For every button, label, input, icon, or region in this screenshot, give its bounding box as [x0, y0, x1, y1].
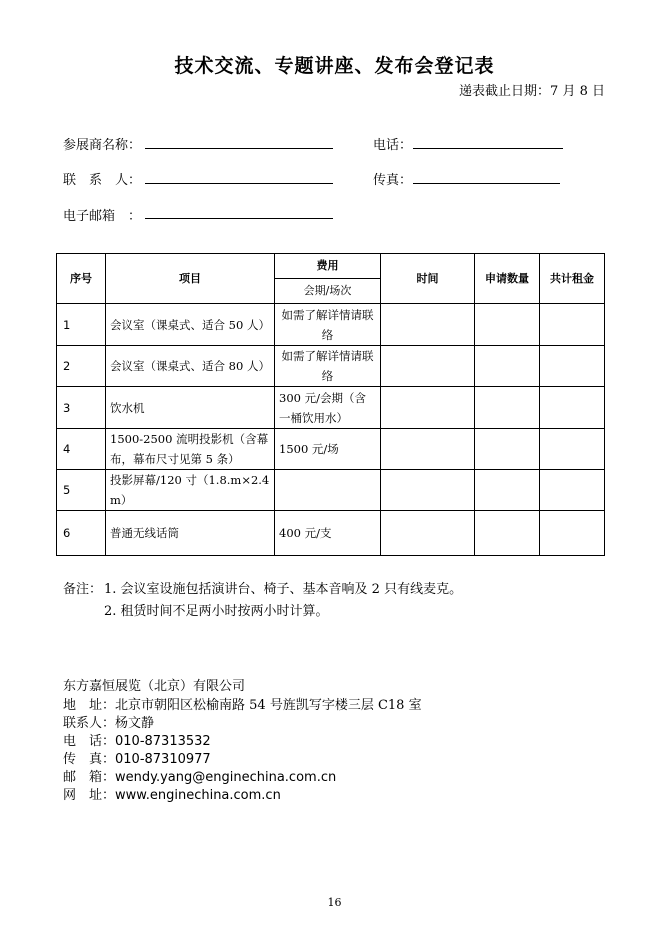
header-item: 项目 [106, 254, 275, 304]
row-no: 5 [57, 470, 106, 511]
email-label: 电子邮箱 ： [63, 209, 142, 224]
registration-table [56, 253, 605, 556]
row-total-cell[interactable] [540, 470, 605, 511]
contact-phone-value: 010-87313532 [115, 734, 211, 749]
phone-line [63, 730, 211, 749]
header-fee-sub: 会期/场次 [275, 279, 381, 304]
page-number: 16 [327, 896, 342, 909]
table-row [57, 304, 605, 346]
row-total-cell[interactable] [540, 304, 605, 346]
row-item: 饮水机 [106, 387, 275, 429]
row-quantity-cell[interactable] [475, 346, 540, 387]
row-time-cell[interactable] [381, 511, 475, 556]
table-row [57, 511, 605, 556]
row-total-cell[interactable] [540, 346, 605, 387]
contact-person-line [63, 712, 154, 731]
row-no: 3 [57, 387, 106, 429]
address-value: 北京市朝阳区松榆南路 54 号旌凯写字楼三层 C18 室 [115, 698, 422, 713]
row-item: 1500-2500 流明投影机（含幕布，幕布尺寸见第 5 条） [106, 429, 275, 470]
row-total-cell[interactable] [540, 387, 605, 429]
email-field[interactable] [145, 218, 333, 219]
phone-field[interactable] [413, 148, 563, 149]
row-time-cell[interactable] [381, 346, 475, 387]
row-quantity-cell[interactable] [475, 511, 540, 556]
person-value: 杨文静 [115, 716, 155, 731]
row-time-cell[interactable] [381, 387, 475, 429]
fax-line [63, 748, 211, 767]
phone-label: 电话： [373, 138, 413, 153]
row-quantity-cell[interactable] [475, 387, 540, 429]
row-item: 会议室（课桌式、适合 80 人） [106, 346, 275, 387]
row-item: 会议室（课桌式、适合 50 人） [106, 304, 275, 346]
row-no: 6 [57, 511, 106, 556]
address-line [63, 694, 422, 713]
address-label: 地 址： [63, 698, 116, 713]
notes-label: 备注： [63, 582, 103, 597]
document-title: 技术交流、专题讲座、发布会登记表 [174, 55, 495, 77]
row-quantity-cell[interactable] [475, 470, 540, 511]
contact-web-label: 网 址： [63, 788, 116, 803]
company-name: 东方嘉恒展览（北京）有限公司 [63, 679, 246, 694]
contact-email-label: 邮 箱： [63, 770, 116, 785]
person-label: 联系人： [63, 716, 116, 731]
header-time: 时间 [381, 254, 475, 304]
row-fee: 300 元/会期（含一桶饮用水） [275, 387, 381, 429]
row-item: 投影屏幕/120 寸（1.8.m×2.4 m） [106, 470, 275, 511]
table-row [57, 429, 605, 470]
fax-label: 传真： [373, 173, 413, 188]
row-no: 2 [57, 346, 106, 387]
row-time-cell[interactable] [381, 429, 475, 470]
table-row [57, 346, 605, 387]
row-item: 普通无线话筒 [106, 511, 275, 556]
contact-email-link[interactable]: wendy.yang@enginechina.com.cn [115, 770, 337, 785]
contact-person-label: 联 系 人： [63, 173, 142, 188]
row-no: 4 [57, 429, 106, 470]
website-line [63, 784, 281, 803]
header-quantity: 申请数量 [475, 254, 540, 304]
header-total: 共计租金 [540, 254, 605, 304]
table-row [57, 387, 605, 429]
note-item: 1. 会议室设施包括演讲台、椅子、基本音响及 2 只有线麦克。 [104, 582, 463, 597]
row-total-cell[interactable] [540, 429, 605, 470]
contact-fax-value: 010-87310977 [115, 752, 211, 767]
exhibitor-name-field[interactable] [145, 148, 333, 149]
contact-phone-label: 电 话： [63, 734, 116, 749]
row-fee: 400 元/支 [275, 511, 381, 556]
row-total-cell[interactable] [540, 511, 605, 556]
contact-web-link[interactable]: www.enginechina.com.cn [115, 788, 281, 803]
header-no: 序号 [57, 254, 106, 304]
row-fee [275, 470, 381, 511]
note-item: 2. 租赁时间不足两小时按两小时计算。 [104, 604, 329, 619]
row-quantity-cell[interactable] [475, 304, 540, 346]
email-line [63, 766, 336, 785]
submission-deadline: 递表截止日期：7 月 8 日 [459, 84, 605, 99]
table-row [57, 470, 605, 511]
contact-fax-label: 传 真： [63, 752, 116, 767]
row-no: 1 [57, 304, 106, 346]
row-time-cell[interactable] [381, 304, 475, 346]
row-quantity-cell[interactable] [475, 429, 540, 470]
row-fee: 如需了解详情请联络 [275, 304, 381, 346]
contact-person-field[interactable] [145, 183, 333, 184]
row-time-cell[interactable] [381, 470, 475, 511]
exhibitor-name-label: 参展商名称： [63, 138, 142, 153]
header-fee: 费用 [275, 254, 381, 279]
row-fee: 1500 元/场 [275, 429, 381, 470]
row-fee: 如需了解详情请联络 [275, 346, 381, 387]
fax-field[interactable] [413, 183, 560, 184]
